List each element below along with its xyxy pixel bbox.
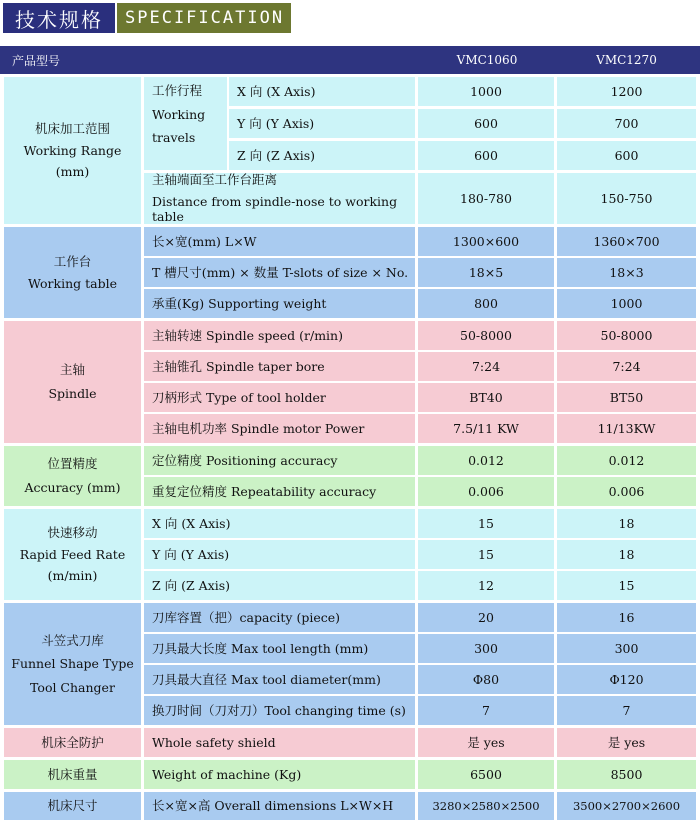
supporting-weight-b: 1000 [557, 289, 696, 318]
distance-cn: 主轴端面至工作台距离 [152, 172, 278, 188]
max-diameter-a: Φ80 [418, 665, 554, 694]
group-working-range [4, 77, 141, 224]
dimensions-b: 3500×2700×2600 [557, 792, 696, 820]
working-table-cn: 工作台 [53, 253, 92, 269]
group-rapid-feed [4, 509, 141, 600]
max-diameter-b: Φ120 [557, 665, 696, 694]
table-size-a: 1300×600 [418, 227, 554, 256]
travel-x-b: 1200 [557, 77, 696, 106]
travel-cn: 工作行程 [152, 83, 203, 98]
header-model-label: 产品型号 [12, 53, 61, 68]
working-travels-label [144, 77, 227, 170]
travel-y-a: 600 [418, 109, 554, 138]
shield-b: 是 yes [557, 728, 696, 757]
change-time-b: 7 [557, 696, 696, 725]
tslot-a: 18×5 [418, 258, 554, 287]
spindle-en: Spindle [48, 386, 97, 401]
positioning-b: 0.012 [557, 446, 696, 475]
table-size-b: 1360×700 [557, 227, 696, 256]
working-table-en: Working table [28, 275, 117, 291]
distance-a: 180-780 [418, 173, 554, 224]
group-tool-changer [4, 603, 141, 725]
rapid-y-name: Y 向 (Y Axis) [144, 540, 415, 569]
travel-x-a: 1000 [418, 77, 554, 106]
motor-power-b: 11/13KW [557, 414, 696, 443]
tool-holder-name: 刀柄形式 Type of tool holder [144, 383, 415, 412]
tool-holder-a: BT40 [418, 383, 554, 412]
rapid-x-name: X 向 (X Axis) [144, 509, 415, 538]
positioning-a: 0.012 [418, 446, 554, 475]
header-model-a: VMC1060 [456, 53, 518, 67]
capacity-b: 16 [557, 603, 696, 632]
accuracy-cn: 位置精度 [47, 456, 98, 472]
distance-en: Distance from spindle-nose to working table [152, 193, 398, 225]
spindle-speed-b: 50-8000 [557, 321, 696, 350]
rapid-cn: 快速移动 [47, 525, 98, 541]
supporting-weight-a: 800 [418, 289, 554, 318]
spindle-speed-a: 50-8000 [418, 321, 554, 350]
change-time-name: 换刀时间（刀对刀）Tool changing time (s) [144, 696, 415, 725]
header-model-b: VMC1270 [596, 53, 657, 67]
tslot-b: 18×3 [557, 258, 696, 287]
rapid-z-a: 12 [418, 571, 554, 600]
distance-name [144, 173, 415, 224]
group-accuracy [4, 446, 141, 506]
max-length-a: 300 [418, 634, 554, 663]
positioning-name: 定位精度 Positioning accuracy [144, 446, 415, 475]
travel-en2: travels [152, 130, 196, 146]
travel-y-name: Y 向 (Y Axis) [229, 109, 415, 138]
spindle-taper-a: 7:24 [418, 352, 554, 381]
rapid-z-b: 15 [557, 571, 696, 600]
spindle-taper-name: 主轴锥孔 Spindle taper bore [144, 352, 415, 381]
dimensions-a: 3280×2580×2500 [418, 792, 554, 820]
accuracy-en: Accuracy (mm) [24, 480, 121, 495]
tool-changer-en1: Funnel Shape Type [11, 656, 134, 672]
repeatability-b: 0.006 [557, 477, 696, 506]
group-spindle [4, 321, 141, 443]
rapid-x-b: 18 [557, 509, 696, 538]
dimensions-name: 长×宽×高 Overall dimensions L×W×H [144, 792, 415, 820]
spec-title [3, 3, 291, 33]
dimensions-label: 机床尺寸 [4, 792, 141, 820]
travel-en1: Working [152, 106, 206, 122]
title-cn: 技术规格 [3, 3, 115, 33]
shield-name: Whole safety shield [144, 728, 415, 757]
motor-power-a: 7.5/11 KW [418, 414, 554, 443]
spindle-cn: 主轴 [59, 362, 85, 378]
max-length-b: 300 [557, 634, 696, 663]
working-range-unit: (mm) [55, 164, 90, 180]
capacity-name: 刀库容置（把）capacity (piece) [144, 603, 415, 632]
tslot-name: T 槽尺寸(mm) × 数量 T-slots of size × No. [144, 258, 415, 287]
working-range-en: Working Range [23, 142, 122, 158]
spindle-taper-b: 7:24 [557, 352, 696, 381]
weight-b: 8500 [557, 760, 696, 789]
weight-label: 机床重量 [4, 760, 141, 789]
repeatability-name: 重复定位精度 Repeatability accuracy [144, 477, 415, 506]
tool-changer-cn: 斗笠式刀库 [41, 632, 104, 648]
max-diameter-name: 刀具最大直径 Max tool diameter(mm) [144, 665, 415, 694]
weight-name: Weight of machine (Kg) [144, 760, 415, 789]
tool-changer-en2: Tool Changer [30, 679, 115, 695]
capacity-a: 20 [418, 603, 554, 632]
travel-z-a: 600 [418, 141, 554, 170]
rapid-y-b: 18 [557, 540, 696, 569]
rapid-x-a: 15 [418, 509, 554, 538]
weight-a: 6500 [418, 760, 554, 789]
tool-holder-b: BT50 [557, 383, 696, 412]
max-length-name: 刀具最大长度 Max tool length (mm) [144, 634, 415, 663]
travel-z-b: 600 [557, 141, 696, 170]
rapid-z-name: Z 向 (Z Axis) [144, 571, 415, 600]
rapid-y-a: 15 [418, 540, 554, 569]
rapid-en: Rapid Feed Rate [19, 546, 126, 562]
supporting-weight-name: 承重(Kg) Supporting weight [144, 289, 415, 318]
title-en: SPECIFICATION [115, 3, 291, 33]
rapid-unit: (m/min) [47, 568, 98, 584]
repeatability-a: 0.006 [418, 477, 554, 506]
shield-label: 机床全防护 [4, 728, 141, 757]
spindle-speed-name: 主轴转速 Spindle speed (r/min) [144, 321, 415, 350]
travel-z-name: Z 向 (Z Axis) [229, 141, 415, 170]
distance-b: 150-750 [557, 173, 696, 224]
travel-y-b: 700 [557, 109, 696, 138]
table-size-name: 长×宽(mm) L×W [144, 227, 415, 256]
shield-a: 是 yes [418, 728, 554, 757]
motor-power-name: 主轴电机功率 Spindle motor Power [144, 414, 415, 443]
working-range-cn: 机床加工范围 [34, 121, 110, 137]
change-time-a: 7 [418, 696, 554, 725]
group-working-table [4, 227, 141, 318]
travel-x-name: X 向 (X Axis) [229, 77, 415, 106]
